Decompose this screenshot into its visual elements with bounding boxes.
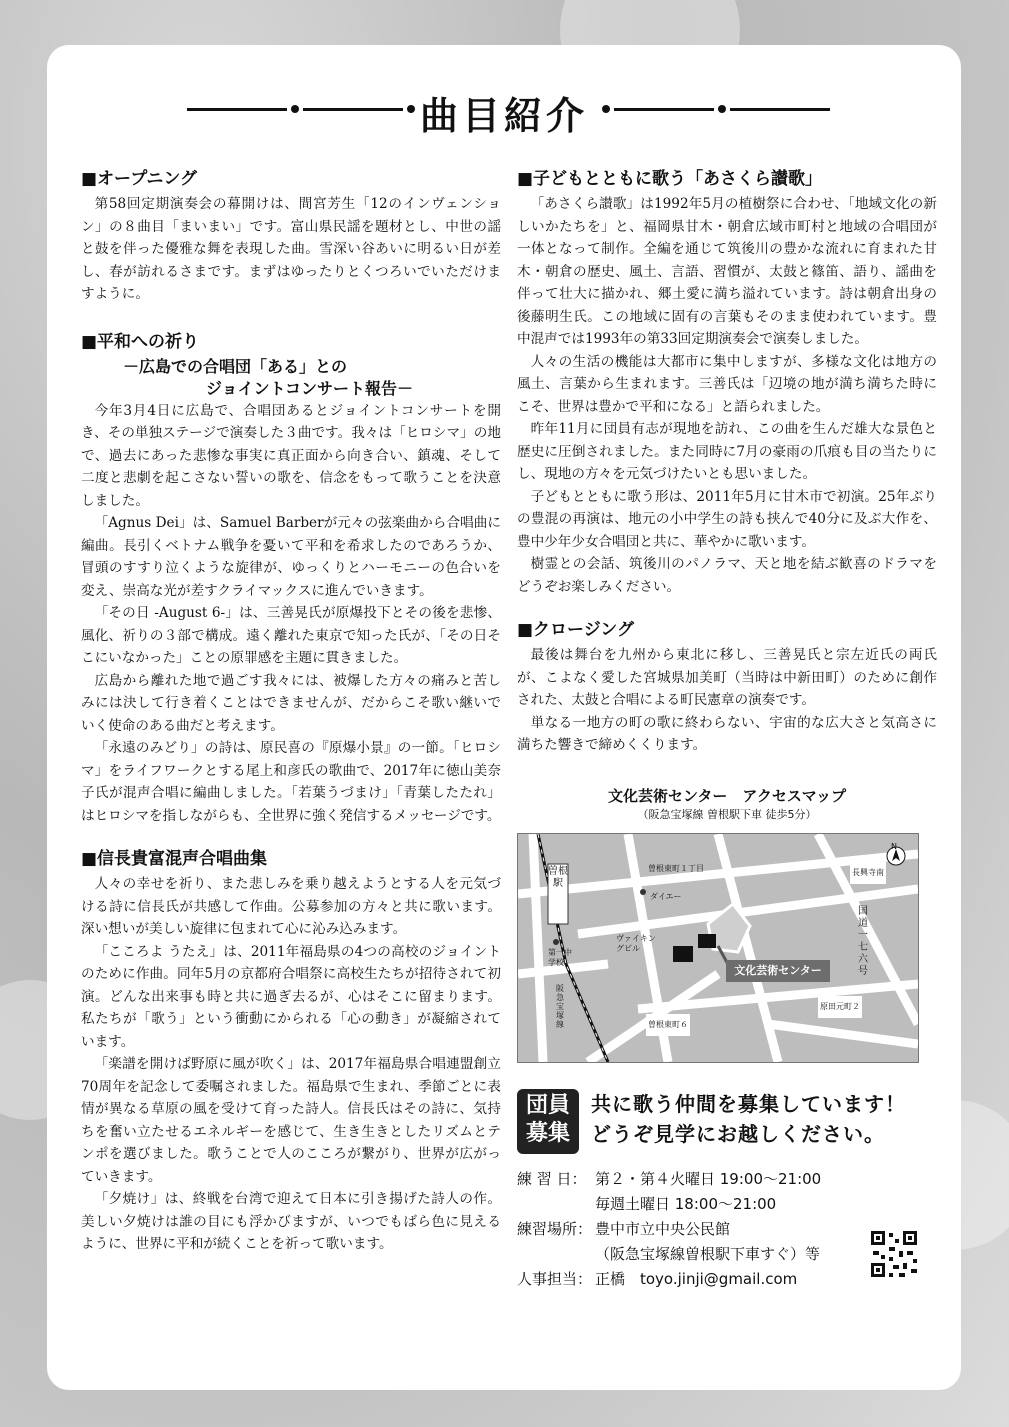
map-subtitle: （阪急宝塚線 曽根駅下車 徒歩5分） — [637, 807, 817, 821]
paragraph: 樹霊との会話、筑後川のパノラマ、天と地を結ぶ歓喜のドラマをどうぞお楽しみください。 — [517, 556, 937, 595]
recruit-info — [517, 1167, 821, 1292]
title-row — [47, 45, 961, 165]
section-subheading: ジョイントコンサート報告－ — [206, 378, 414, 398]
map-label-school: 第一中学校 — [548, 947, 572, 967]
info-value: 第２・第４火曜日 19:00～21:00 — [595, 1169, 822, 1188]
badge-line: 団員 — [525, 1092, 570, 1118]
paragraph: 人々の生活の機能は大都市に集中しますが、多様な文化は地方の風土、言葉から生まれます。三善氏は「辺境の地が満ち満ちた時にこそ、世界は豊かで平和になる」と語られました。 — [517, 353, 937, 415]
school-marker — [553, 939, 559, 945]
section-heading-nobunaga: ■信長貴富混声合唱曲集 — [81, 849, 268, 869]
title-ornament-right — [602, 107, 832, 111]
info-value: 毎週土曜日 18:00～21:00 — [595, 1194, 777, 1213]
paragraph: 「夕焼け」は、終戦を台湾で迎えて日本に引き揚げた詩人の作。美しい夕焼けは誰の目にも浮かびますが、いつでもばら色に見えるように、世界に平和が続くことを祈って歌います。 — [81, 1191, 501, 1252]
right-column — [517, 157, 937, 1309]
paragraph: 人々の幸せを祈り、また悲しみを乗り越えようとする人を元気づける詩に信長氏が共感して作曲。公募参加の方々と共に歌います。深い想いが美しい旋律に包まれて心に沁み込みます。 — [81, 876, 501, 937]
page-title: 曲目紹介 — [419, 93, 588, 138]
map-label-daiei: ダイエー — [650, 891, 682, 901]
info-label: 練 習 日： — [517, 1169, 587, 1188]
paragraph: 最後は舞台を九州から東北に移し、三善晃氏と宗左近氏の両氏が、こよなく愛した宮城県加美町（当時は中新田町）のために創作された、太鼓と合唱による町民憲章の演奏です。 — [517, 647, 937, 708]
section-heading-asakura: ■子どもとともに歌う「あさくら讃歌」 — [517, 169, 823, 189]
map-label-block1: 曽根東町１丁目 — [648, 863, 704, 873]
info-value: （阪急宝塚線曽根駅下車すぐ）等 — [595, 1244, 821, 1263]
info-label: 練習場所： — [517, 1219, 593, 1238]
paragraph: 「こころよ うたえ」は、2011年福島県の4つの高校のジョイントのために作曲。同年5月の京都府合唱祭に高校生たちが招待されて初演。どんな出来事も時と共に過ぎ去るが、心はそこに留まります。私たちが「歌う」という衝動にかられる「心の動き」が凝縮されています。 — [81, 943, 501, 1050]
map-label-hara: 原田元町２ — [818, 996, 862, 1019]
map-label-station: 曽根駅 — [548, 865, 568, 889]
paragraph: 単なる一地方の町の歌に終わらない、宇宙的な広大さと気高さに満ちた響きで締めくくります。 — [517, 714, 937, 753]
paragraph: 子どもとともに歌う形は、2011年5月に甘木市で初演。25年ぶりの豊混の再演は、地元の小中学生の詩も挟んで40分に及ぶ大作を、豊中少年少女合唱団と共に、華やかに歌います。 — [517, 488, 937, 550]
recruit-headline: 共に歌う仲間を募集しています！ — [591, 1091, 906, 1116]
section-heading-closing: ■クロージング — [517, 620, 634, 640]
qr-code-icon[interactable] — [869, 1229, 919, 1279]
recruit-section — [517, 1089, 937, 1309]
paragraph: 「永遠のみどり」の詩は、原民喜の『原爆小景』の一節。「ヒロシマ」をライフワークとする尾上和彦氏の歌曲で、2017年に徳山美奈子氏が混声合唱に編曲しました。「若葉うづまけ」「青葉したたれ」はヒロシマを指しながらも、全世界に強く発信するメッセージです。 — [81, 740, 501, 824]
paragraph: 「あさくら讃歌」は1992年5月の植樹祭に合わせ、「地域文化の新しいかたちを」と、福岡県甘木・朝倉広域市町村と地域の合唱団が一体となって制作。全編を通じて筑後川の豊かな流れに育まれた甘木・朝倉の歴史、風土、言語、習慣が、太鼓と篠笛、語り、謡曲を伴って壮大に描かれ、郷土愛に満ち溢れています。詩は朝倉出身の後藤明生氏。この地域に固有の言葉もそのまま使われています。豊中混声では1993年の第33回定期演奏会で演奏しました。 — [517, 196, 937, 347]
info-row — [517, 1167, 821, 1192]
paragraph: 第58回定期演奏会の幕開けは、間宮芳生「12のインヴェンション」の８曲目「まいまい」です。富山県民謡を題材とし、中世の謡と鼓を伴った優雅な舞を表現した曲。雪深い谷あいに明るい日が差し、春が訪れるさまです。まずはゆったりとくつろいでいただけますように。 — [81, 196, 501, 302]
section-heading-peace: ■平和への祈り — [81, 331, 200, 352]
recruit-subheadline: どうぞ見学にお越しください。 — [591, 1121, 885, 1146]
map-label-route: 国道一七六号 — [858, 905, 868, 977]
paragraph: 「Agnus Dei」は、Samuel Barberが元々の弦楽曲から合唱曲に編曲。長引くベトナム戦争を憂いて平和を希求したのであろうか、冒頭のすすり泣くような旋律が、ゆっくりとハーモニーの色合いを変え、崇高な光が差すクライマックスに進んでいきます。 — [81, 515, 501, 599]
map-label-north: N — [891, 841, 897, 851]
left-column — [81, 157, 501, 1256]
info-row — [517, 1192, 821, 1217]
building-block — [673, 946, 693, 962]
paragraph: 昨年11月に団員有志が現地を訪れ、この曲を生んだ雄大な景色と歴史に圧倒されました。また同時に7月の豪雨の爪痕も目の当たりにし、現地の方々を元気づけたいとも思いました。 — [517, 421, 937, 482]
info-value: 豊中市立中央公民館 — [595, 1219, 731, 1238]
info-row — [517, 1242, 821, 1267]
access-map — [517, 833, 919, 1063]
paragraph: 「その日 -August 6-」は、三善晃氏が原爆投下とその後を悲惨、風化、祈りの３部で構成。遠く離れた東京で知った氏が、「その日そこにいなかった」ことの原罪感を主題に貫きました。 — [81, 605, 501, 666]
map-label-center: 文化芸術センター — [734, 963, 822, 977]
section-heading-opening: ■オープニング — [81, 169, 198, 189]
daiei-marker — [640, 889, 646, 895]
info-label: 人事担当： — [517, 1269, 593, 1288]
map-label-viking: ヴァイキングビル — [616, 933, 656, 953]
cultural-center-building — [698, 934, 716, 948]
info-row — [517, 1267, 821, 1292]
recruit-badge — [517, 1089, 579, 1154]
paragraph: 「楽譜を開けば野原に風が吹く」は、2017年福島県合唱連盟創立70周年を記念して委嘱されました。福島県で生まれ、季節ごとに表情が異なる草原の風を受けて育った詩人。信長氏はその詩に、気持ちを奮い立たせるエネルギーを感じて、生き生きとしたリズムとテンポを選びました。歌うことで人のこころが繋がり、世界が広がっていきます。 — [81, 1056, 501, 1185]
paragraph: 今年3月4日に広島で、合唱団あるとジョイントコンサートを開き、その単独ステージで演奏した３曲です。我々は「ヒロシマ」の地で、過去にあった悲惨な事実に真正面から向き合い、鎮魂、そして二度と悲劇を起こさない誓いの歌を、信念をもって歌うことを決意しました。 — [81, 402, 501, 509]
paragraph: 広島から離れた地で過ごす我々には、被爆した方々の痛みと苦しみには決して行き着くことはできませんが、だからこそ歌い継いでいく使命のある曲だと考えます。 — [81, 672, 501, 734]
section-subheading: －広島での合唱団「ある」との — [123, 356, 348, 376]
info-row — [517, 1217, 821, 1242]
map-title: 文化芸術センター アクセスマップ — [607, 786, 847, 805]
map-label-block6: 曽根東町６ — [646, 1014, 690, 1037]
info-value: 正橋 toyo.jinji@gmail.com — [595, 1269, 798, 1288]
content-panel — [47, 45, 961, 1390]
map-label-rail: 阪急宝塚線 — [556, 983, 564, 1029]
map-label-choko: 長興寺南 — [850, 862, 886, 885]
badge-line: 募集 — [525, 1120, 570, 1146]
